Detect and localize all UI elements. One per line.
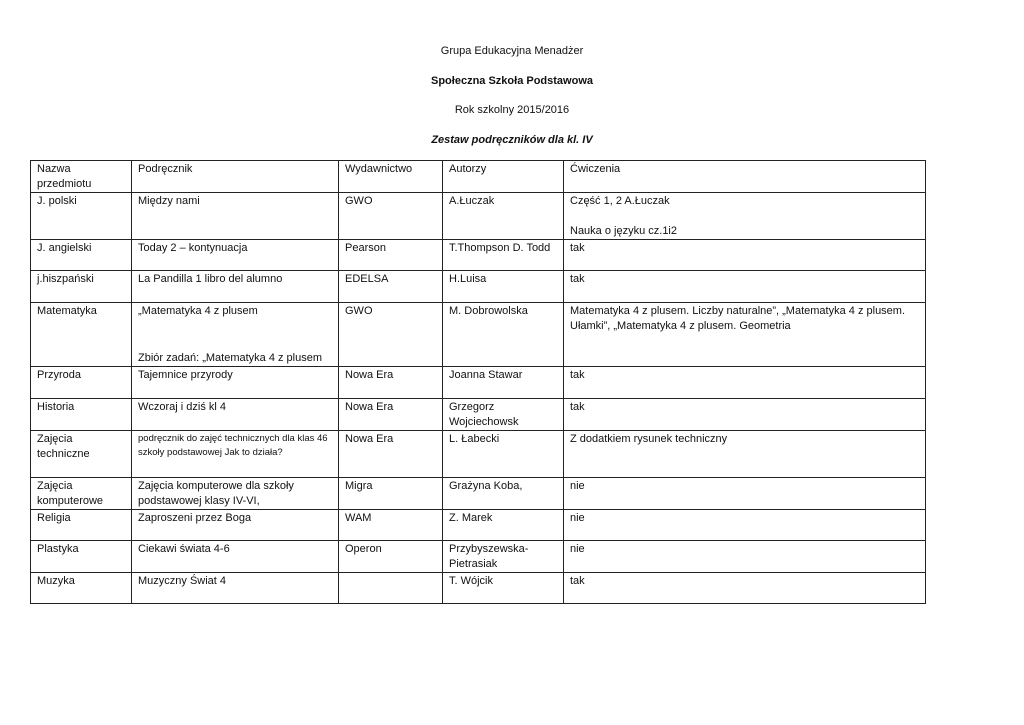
authors-cell: T.Thompson D. Todd [443,240,564,271]
table-row [31,240,926,271]
publisher-cell: Pearson [339,240,443,271]
exercises-cell: tak [564,367,926,399]
textbook-text-extra: Zbiór zadań: „Matematyka 4 z plusem [138,352,323,364]
authors-cell: Grażyna Koba, [443,478,564,510]
table-row [31,271,926,303]
publisher-cell: GWO [339,303,443,367]
publisher-cell: Nowa Era [339,399,443,431]
subject-cell: Historia [31,399,132,431]
exercises-cell: nie [564,541,926,573]
subject-cell: J. angielski [31,240,132,271]
textbook-cell: podręcznik do zajęć technicznych dla klas 46 szkoły podstawowej Jak to działa? [132,431,339,478]
textbook-text: „Matematyka 4 z plusem [138,305,258,317]
textbook-table [30,160,926,604]
table-row [31,510,926,541]
authors-cell: A.Łuczak [443,193,564,240]
textbook-cell: Muzyczny Świat 4 [132,573,339,604]
publisher-cell: Nowa Era [339,431,443,478]
publisher-cell: Operon [339,541,443,573]
authors-cell: Przybyszewska-Pietrasiak [443,541,564,573]
exercises-cell: tak [564,271,926,303]
subject-cell: Muzyka [31,573,132,604]
exercises-cell: nie [564,478,926,510]
table-row [31,399,926,431]
subject-cell: Zajęcia komputerowe [31,478,132,510]
column-header-textbook: Podręcznik [132,161,339,193]
table-row [31,541,926,573]
exercises-cell: tak [564,240,926,271]
exercises-text-extra: Nauka o języku cz.1i2 [570,225,677,237]
table-row [31,367,926,399]
school-year: Rok szkolny 2015/2016 [454,104,570,116]
authors-cell: H.Luisa [443,271,564,303]
column-header-publisher: Wydawnictwo [339,161,443,193]
subject-cell: Plastyka [31,541,132,573]
authors-cell: Grzegorz Wojciechowsk [443,399,564,431]
textbook-cell: Zaproszeni przez Boga [132,510,339,541]
publisher-cell: EDELSA [339,271,443,303]
column-header-exercises: Ćwiczenia [564,161,926,193]
publisher-cell: WAM [339,510,443,541]
publisher-cell: Migra [339,478,443,510]
exercises-text: Część 1, 2 A.Łuczak [570,195,670,207]
publisher-cell: Nowa Era [339,367,443,399]
exercises-cell: Matematyka 4 z plusem. Liczby naturalne”, „Matematyka 4 z plusem. Ułamki”, „Matematyka 4 z plusem. Geometria [564,303,926,367]
textbook-cell: Today 2 – kontynuacja [132,240,339,271]
subject-cell: Zajęcia techniczne [31,431,132,478]
subject-cell: Przyroda [31,367,132,399]
column-header-authors: Autorzy [443,161,564,193]
textbook-cell: Tajemnice przyrody [132,367,339,399]
textbook-cell: Między nami [132,193,339,240]
column-header-subject: Nazwa przedmiotu [31,161,132,193]
authors-cell: Joanna Stawar [443,367,564,399]
exercises-cell: nie [564,510,926,541]
publisher-cell [339,573,443,604]
table-header-row [31,161,926,193]
subject-cell: j.hiszpański [31,271,132,303]
textbook-cell: Ciekawi świata 4-6 [132,541,339,573]
subject-cell: Matematyka [31,303,132,367]
table-row [31,431,926,478]
textbook-cell [132,303,339,367]
school-group-name: Grupa Edukacyjna Menadżer [440,45,584,57]
authors-cell: Z. Marek [443,510,564,541]
authors-cell: M. Dobrowolska [443,303,564,367]
authors-cell: L. Łabecki [443,431,564,478]
exercises-cell [564,193,926,240]
exercises-cell: Z dodatkiem rysunek techniczny [564,431,926,478]
exercises-cell: tak [564,399,926,431]
table-row [31,478,926,510]
textbook-cell: Wczoraj i dziś kl 4 [132,399,339,431]
table-row [31,193,926,240]
table-row [31,303,926,367]
textbook-cell: Zajęcia komputerowe dla szkoły podstawowej klasy IV-VI, [132,478,339,510]
publisher-cell: GWO [339,193,443,240]
exercises-cell: tak [564,573,926,604]
authors-cell: T. Wójcik [443,573,564,604]
table-row [31,573,926,604]
textbook-cell: La Pandilla 1 libro del alumno [132,271,339,303]
school-name: Społeczna Szkoła Podstawowa [431,75,593,87]
document-title: Zestaw podręczników dla kl. IV [431,134,593,146]
subject-cell: J. polski [31,193,132,240]
subject-cell: Religia [31,510,132,541]
